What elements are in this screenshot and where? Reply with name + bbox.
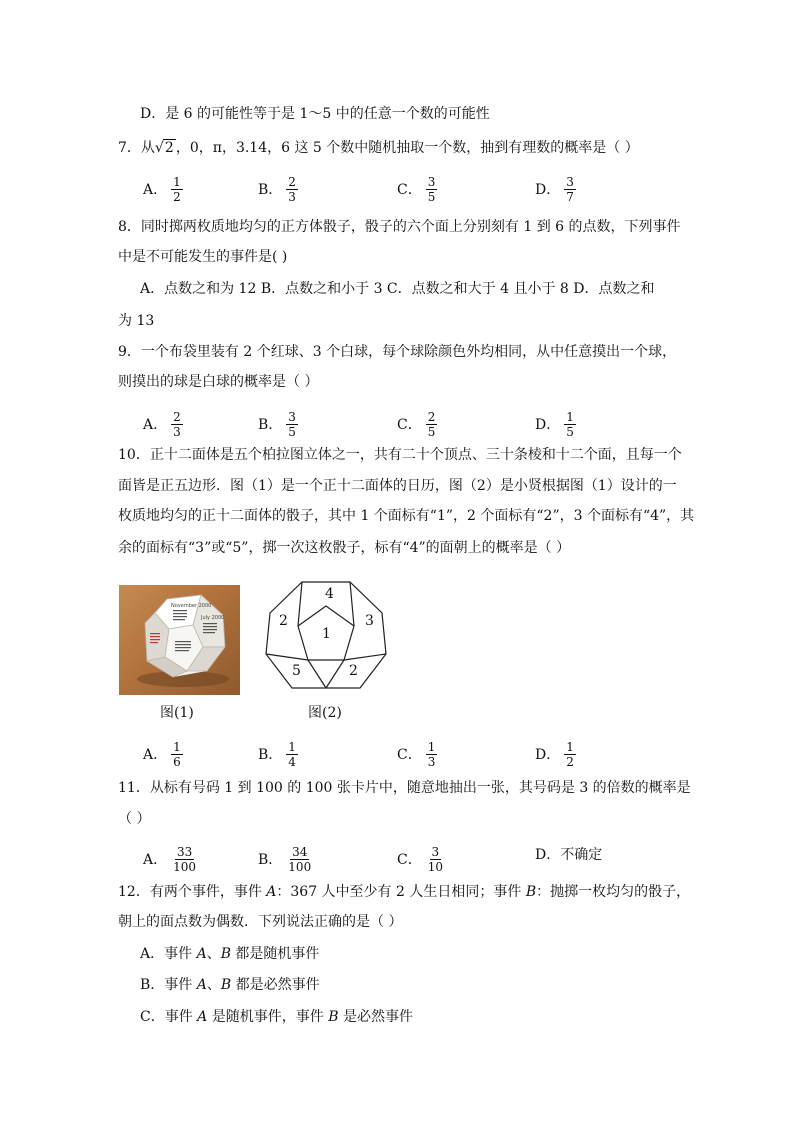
q7-option-d (535, 175, 576, 204)
q10-stem-line4: 余的面标有“3”或“5”，掷一次这枚骰子，标有“4”的面朝上的概率是（ ） (118, 540, 571, 556)
dodecahedron-diagram (262, 578, 390, 696)
option-letter: A． (143, 181, 168, 198)
fraction (426, 175, 438, 204)
option-letter: B． (258, 416, 283, 433)
fraction (426, 845, 445, 874)
q7-option-c (397, 175, 437, 204)
fraction-numerator: 1 (288, 740, 296, 754)
q8-stem-line2: 中是不可能发生的事件是( ) (118, 249, 288, 265)
q7-option-a (143, 175, 183, 204)
q12-option-a: A．事件 A、B 都是随机事件 (140, 946, 320, 962)
fraction (286, 410, 298, 439)
fraction (171, 175, 183, 204)
q9-option-c (397, 410, 437, 439)
svg-text:July 2000: July 2000 (201, 615, 225, 621)
fraction-denominator: 7 (566, 190, 574, 204)
q11-stem-line1: 11．从标有号码 1 到 100 的 100 张卡片中，随意地抽出一张，其号码是 3 的倍数的概率是 (118, 780, 691, 796)
svg-text:November 2000: November 2000 (171, 603, 212, 609)
fraction-denominator: 3 (288, 190, 296, 204)
fraction-numerator: 3 (431, 845, 440, 859)
q11-option-d (535, 845, 602, 865)
fraction (426, 410, 438, 439)
fraction-denominator: 10 (427, 860, 443, 874)
option-letter: D． (535, 181, 561, 198)
face-label-right: 3 (365, 613, 374, 629)
fraction-denominator: 100 (288, 860, 312, 874)
fraction-numerator: 34 (292, 845, 308, 859)
fraction-numerator: 3 (288, 410, 296, 424)
q12-var-b: B (525, 884, 537, 900)
q7-stem (118, 138, 639, 158)
option-letter: A． (143, 851, 168, 868)
face-label-top: 4 (325, 586, 334, 602)
fraction-denominator: 2 (566, 755, 574, 769)
q10-option-a (143, 740, 183, 769)
option-letter: D． (535, 416, 561, 433)
option-letter: B． (258, 851, 283, 868)
option-letter: C． (397, 416, 422, 433)
fraction-denominator: 6 (173, 755, 181, 769)
option-letter: B． (258, 181, 283, 198)
q7-suffix: ，0，π，3.14，6 这 5 个数中随机抽取一个数，抽到有理数的概率是（ ） (175, 140, 639, 156)
q8-options: A．点数之和为 12 B．点数之和小于 3 C．点数之和大于 4 且小于 8 D．点数之和 (140, 281, 655, 297)
fraction (171, 740, 183, 769)
fraction (286, 175, 298, 204)
q11-stem-line2: （ ） (118, 811, 151, 827)
q10-stem-line2: 面皆是正五边形．图（1）是一个正十二面体的日历，图（2）是小贤根据图（1）设计的一 (118, 478, 677, 494)
fraction-denominator: 100 (173, 860, 197, 874)
q12-text-b: ：367 人中至少有 2 人生日相同；事件 (276, 884, 526, 900)
fraction-denominator: 4 (288, 755, 296, 769)
q11-option-b (258, 845, 313, 874)
option-letter: C． (397, 851, 422, 868)
q10-option-d (535, 740, 576, 769)
q11-option-a (143, 845, 198, 874)
fraction-denominator: 5 (566, 425, 574, 439)
option-letter: D．不确定 (535, 847, 603, 863)
fraction-numerator: 3 (427, 175, 436, 189)
q10-option-b (258, 740, 298, 769)
fraction (564, 410, 576, 439)
fraction (171, 845, 198, 874)
fraction-denominator: 3 (427, 755, 436, 769)
fraction-denominator: 2 (173, 190, 181, 204)
figure2-caption: 图(2) (308, 705, 342, 721)
fraction-numerator: 1 (566, 740, 574, 754)
q7-sqrt-radicand: 2 (164, 140, 174, 156)
q9-option-d (535, 410, 576, 439)
q12-stem-line1 (118, 882, 690, 902)
fraction-numerator: 1 (427, 740, 436, 754)
fraction (564, 740, 576, 769)
dodecahedron-calendar-photo (119, 585, 240, 695)
fraction-numerator: 2 (288, 175, 296, 189)
fraction-numerator: 3 (566, 175, 574, 189)
fraction (286, 740, 298, 769)
fraction-numerator: 1 (173, 740, 181, 754)
q10-stem-line3: 枚质地均匀的正十二面体的骰子，其中 1 个面标有“1”，2 个面标有“2”，3 个面标有“4”，其 (118, 508, 695, 524)
fraction-numerator: 33 (176, 845, 193, 859)
fraction-denominator: 5 (427, 425, 436, 439)
option-letter: A． (143, 416, 168, 433)
q10-option-c (397, 740, 437, 769)
fraction-numerator: 2 (173, 410, 181, 424)
face-label-bottom-right: 2 (349, 663, 358, 679)
q11-option-c (397, 845, 445, 874)
q9-option-a (143, 410, 183, 439)
q7-option-b (258, 175, 298, 204)
fraction (286, 845, 313, 874)
q9-option-b (258, 410, 298, 439)
q12-var-a: A (266, 884, 277, 900)
fraction-denominator: 5 (427, 190, 436, 204)
q7-prefix: 7．从 (118, 140, 155, 156)
option-letter: B． (258, 746, 283, 763)
option-letter: C． (397, 181, 422, 198)
q12-option-c: C．事件 A 是随机事件，事件 B 是必然事件 (140, 1009, 413, 1025)
q6-option-d: D．是 6 的可能性等于是 1～5 中的任意一个数的可能性 (140, 106, 490, 122)
face-label-center: 1 (322, 626, 331, 642)
fraction (564, 175, 576, 204)
q8-stem-line4: 为 13 (118, 313, 155, 329)
fraction (171, 410, 183, 439)
fraction-numerator: 1 (173, 175, 181, 189)
q12-text-c: ：抛掷一枚均匀的骰子， (536, 884, 691, 900)
face-label-left: 2 (279, 613, 288, 629)
fraction (426, 740, 438, 769)
q10-stem-line1: 10．正十二面体是五个柏拉图立体之一，共有二十个顶点、三十条棱和十二个面，且每一个 (118, 447, 682, 463)
fraction-denominator: 3 (173, 425, 181, 439)
q9-stem-line2: 则摸出的球是白球的概率是（ ） (118, 374, 319, 390)
fraction-denominator: 5 (288, 425, 296, 439)
figure1-caption: 图(1) (160, 705, 194, 721)
option-letter: A． (143, 746, 168, 763)
q12-option-b: B．事件 A、B 都是必然事件 (140, 977, 320, 993)
option-letter: C． (397, 746, 422, 763)
option-letter: D． (535, 746, 561, 763)
fraction-numerator: 1 (566, 410, 574, 424)
q12-stem-line2: 朝上的面点数为偶数．下列说法正确的是（ ） (118, 914, 403, 930)
face-label-bottom-left: 5 (292, 663, 301, 679)
fraction-numerator: 2 (427, 410, 436, 424)
q12-text-a: 12．有两个事件，事件 (118, 884, 267, 900)
sqrt-symbol: √ 2 (154, 140, 174, 156)
q8-stem-line1: 8．同时掷两枚质地均匀的正方体骰子，骰子的六个面上分别刻有 1 到 6 的点数，下列事件 (118, 219, 681, 235)
q9-stem-line1: 9．一个布袋里装有 2 个红球、3 个白球，每个球除颜色外均相同，从中任意摸出一个球， (118, 344, 677, 360)
